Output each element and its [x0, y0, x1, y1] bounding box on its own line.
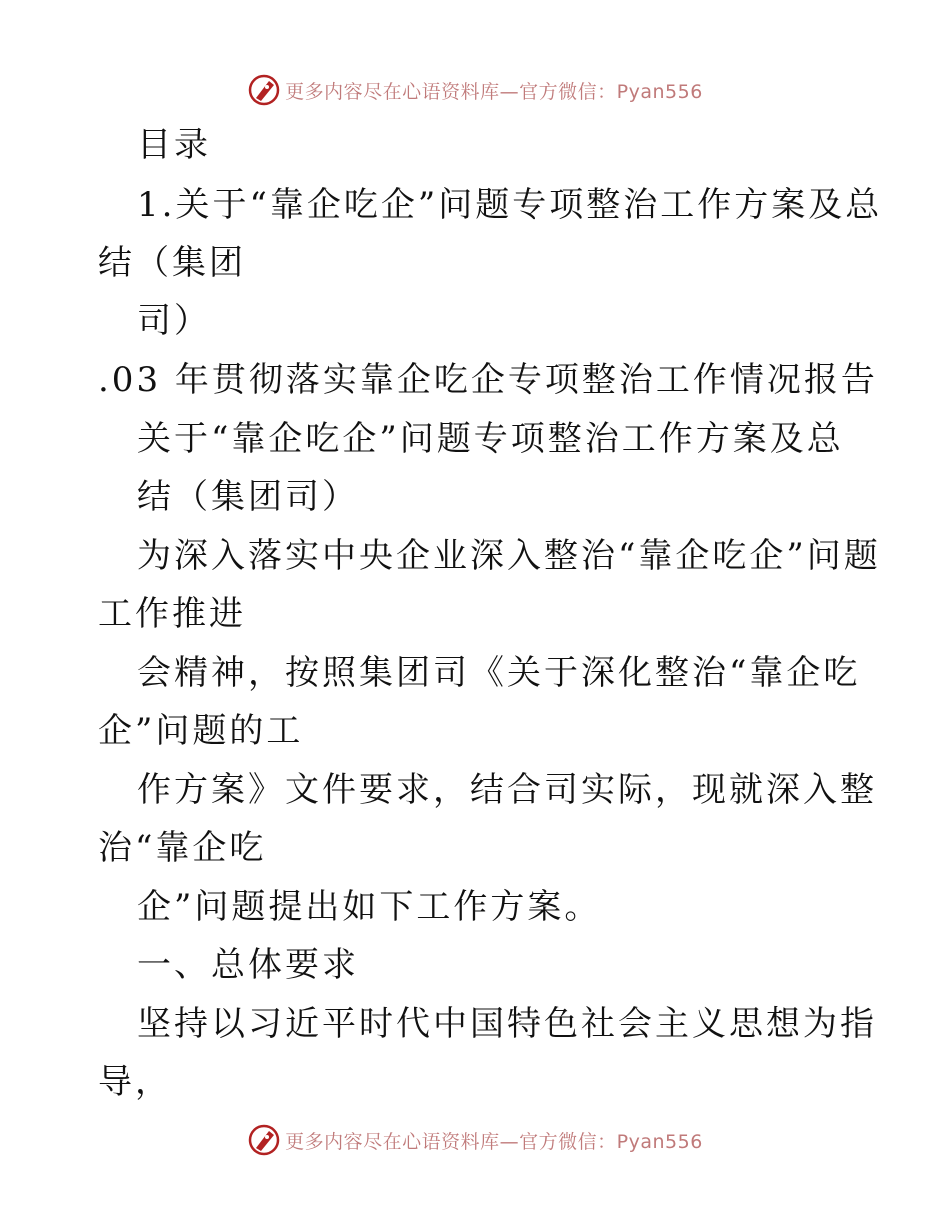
pen-nib-logo-icon	[247, 1123, 281, 1157]
paragraph-line: 导，	[98, 1062, 172, 1102]
paragraph-line: 治“靠企吃	[98, 828, 267, 868]
paragraph-line: 企”问题的工	[98, 711, 304, 751]
paragraph-line: 工作推进	[98, 594, 246, 634]
subsection-heading: 一、总体要求	[137, 945, 359, 985]
watermark-text: 更多内容尽在心语资料库—官方微信：Pyan556	[285, 1130, 703, 1153]
toc-heading: 目录	[137, 125, 211, 165]
toc-item-2: .03 年贯彻落实靠企吃企专项整治工作情况报告	[98, 360, 878, 400]
paragraph-line: 企”问题提出如下工作方案。	[137, 887, 602, 927]
watermark-text: 更多内容尽在心语资料库—官方微信：Pyan556	[285, 80, 703, 103]
section-title: 关于“靠企吃企”问题专项整治工作方案及总	[137, 419, 844, 459]
paragraph-line: 为深入落实中央企业深入整治“靠企吃企”问题	[137, 536, 881, 576]
toc-item-1-cont-2: 司）	[137, 301, 211, 341]
toc-item-1: 1.关于“靠企吃企”问题专项整治工作方案及总	[137, 185, 883, 225]
footer-watermark	[0, 1120, 950, 1160]
paragraph-line: 会精神，按照集团司《关于深化整治“靠企吃	[137, 653, 861, 693]
section-title-cont: 结（集团司）	[137, 477, 359, 517]
paragraph-line: 坚持以习近平时代中国特色社会主义思想为指	[137, 1004, 877, 1044]
toc-item-1-cont: 结（集团	[98, 243, 246, 283]
paragraph-line: 作方案》文件要求，结合司实际，现就深入整	[137, 770, 877, 810]
